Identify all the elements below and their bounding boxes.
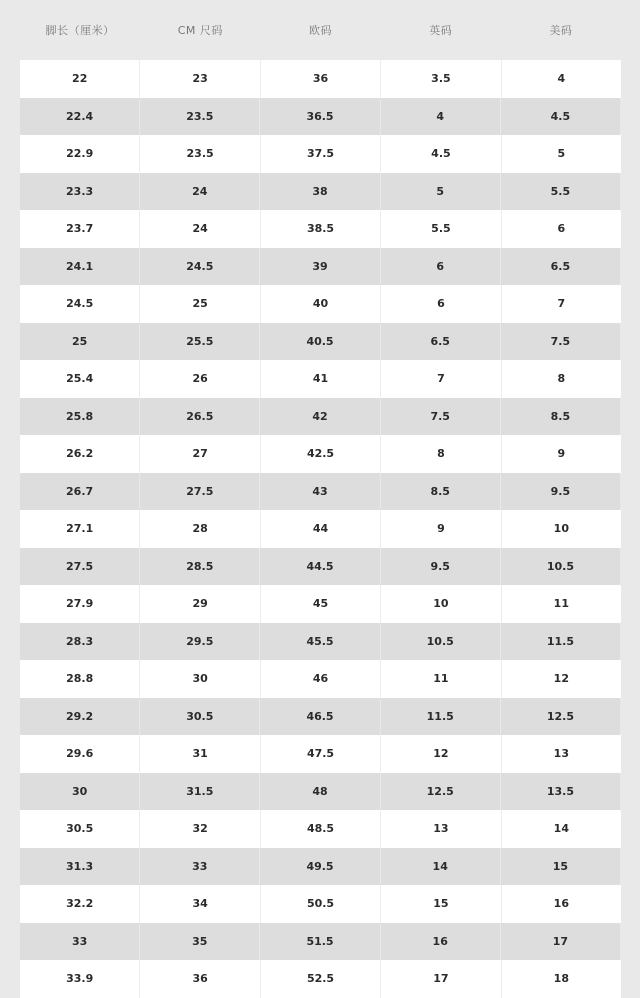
eu-size-cell: 44 — [261, 510, 381, 548]
cm-size-cell: 34 — [140, 885, 260, 923]
uk-size-cell: 9.5 — [381, 548, 501, 586]
table-row — [20, 623, 621, 661]
cm-size-cell: 27.5 — [140, 473, 260, 511]
uk-size-cell: 5.5 — [381, 210, 501, 248]
cm-size-cell: 33 — [140, 848, 260, 886]
eu-size-cell: 37.5 — [261, 135, 381, 173]
foot-length-cell: 30.5 — [20, 810, 140, 848]
foot-length-cell: 22.4 — [20, 98, 140, 136]
us-size-cell: 8.5 — [501, 398, 621, 436]
eu-size-cell: 48.5 — [261, 810, 381, 848]
cm-size-cell: 29 — [140, 585, 260, 623]
header-uk-size: 英码 — [429, 24, 453, 37]
table-row — [20, 285, 621, 323]
header-cm-size: CM 尺码 — [177, 24, 223, 37]
eu-size-cell: 43 — [260, 473, 380, 511]
table-row — [20, 773, 621, 811]
foot-length-cell: 30 — [20, 773, 140, 811]
cm-size-cell: 31 — [140, 735, 260, 773]
table-row — [20, 848, 621, 886]
uk-size-cell: 5 — [381, 173, 501, 211]
foot-length-cell: 23.7 — [20, 210, 140, 248]
us-size-cell: 12 — [553, 672, 569, 686]
us-size-cell: 4 — [557, 72, 566, 86]
foot-length-cell: 28.8 — [20, 660, 140, 698]
cm-size-cell: 25.5 — [140, 323, 260, 361]
table-row — [20, 60, 621, 98]
table-row — [20, 923, 621, 961]
cm-size-cell: 23.5 — [140, 98, 260, 136]
foot-length-cell: 29.6 — [20, 735, 140, 773]
uk-size-cell: 8.5 — [381, 473, 501, 511]
uk-size-cell: 10 — [381, 585, 501, 623]
us-size-cell: 5 — [557, 147, 566, 161]
us-size-cell: 6 — [557, 222, 566, 236]
uk-size-cell: 11.5 — [381, 698, 501, 736]
cm-size-cell: 26.5 — [140, 398, 260, 436]
us-size-cell: 18 — [553, 972, 569, 986]
table-row — [20, 435, 621, 473]
cm-size-cell: 29.5 — [140, 623, 260, 661]
table-row — [20, 473, 621, 511]
uk-size-cell: 12.5 — [381, 773, 501, 811]
us-size-cell: 14 — [553, 822, 569, 836]
cm-size-cell: 32 — [140, 810, 260, 848]
uk-size-cell: 7 — [381, 360, 501, 398]
header-eu-size: 欧码 — [309, 24, 332, 37]
foot-length-cell: 24.5 — [20, 285, 140, 323]
cm-size-cell: 27 — [140, 435, 260, 473]
uk-size-cell: 12 — [381, 735, 501, 773]
uk-size-cell: 7.5 — [381, 398, 501, 436]
us-size-cell: 10 — [553, 522, 569, 536]
us-size-cell: 11 — [553, 597, 569, 611]
cm-size-cell: 24.5 — [140, 248, 260, 286]
eu-size-cell: 42.5 — [261, 435, 381, 473]
us-size-cell: 6.5 — [501, 248, 621, 286]
foot-length-cell: 28.3 — [20, 623, 140, 661]
foot-length-cell: 32.2 — [20, 885, 140, 923]
cm-size-cell: 24 — [140, 210, 260, 248]
eu-size-cell: 39 — [260, 248, 380, 286]
cm-size-cell: 26 — [140, 360, 260, 398]
table-row — [20, 510, 621, 548]
cm-size-cell: 28 — [140, 510, 260, 548]
table-row — [20, 398, 621, 436]
table-row — [20, 660, 621, 698]
size-conversion-table — [20, 60, 621, 998]
table-row — [20, 960, 621, 998]
uk-size-cell: 17 — [381, 960, 501, 998]
foot-length-cell: 31.3 — [20, 848, 140, 886]
foot-length-cell: 33.9 — [20, 960, 140, 998]
table-row — [20, 173, 621, 211]
cm-size-cell: 35 — [140, 923, 260, 961]
header-us-size: 美码 — [549, 24, 573, 37]
eu-size-cell: 36 — [261, 60, 381, 98]
uk-size-cell: 11 — [381, 660, 501, 698]
foot-length-cell: 22.9 — [20, 135, 140, 173]
us-size-cell: 7.5 — [501, 323, 621, 361]
cm-size-cell: 25 — [140, 285, 260, 323]
table-row — [20, 548, 621, 586]
eu-size-cell: 49.5 — [260, 848, 380, 886]
table-row — [20, 585, 621, 623]
eu-size-cell: 40.5 — [260, 323, 380, 361]
us-size-cell: 16 — [553, 897, 569, 911]
eu-size-cell: 52.5 — [261, 960, 381, 998]
us-size-cell: 5.5 — [501, 173, 621, 211]
uk-size-cell: 4 — [381, 98, 501, 136]
eu-size-cell: 40 — [261, 285, 381, 323]
us-size-cell: 13.5 — [501, 773, 621, 811]
cm-size-cell: 36 — [140, 960, 260, 998]
uk-size-cell: 6 — [381, 285, 501, 323]
uk-size-cell: 14 — [381, 848, 501, 886]
us-size-cell: 15 — [501, 848, 621, 886]
eu-size-cell: 47.5 — [261, 735, 381, 773]
table-header — [20, 0, 621, 60]
eu-size-cell: 46 — [261, 660, 381, 698]
header-foot-length: 脚长（厘米） — [45, 24, 115, 37]
cm-size-cell: 28.5 — [140, 548, 260, 586]
us-size-cell: 17 — [501, 923, 621, 961]
us-size-cell: 10.5 — [501, 548, 621, 586]
uk-size-cell: 10.5 — [381, 623, 501, 661]
eu-size-cell: 44.5 — [260, 548, 380, 586]
foot-length-cell: 27.9 — [20, 585, 140, 623]
uk-size-cell: 9 — [381, 510, 501, 548]
table-row — [20, 210, 621, 248]
cm-size-cell: 23 — [140, 60, 260, 98]
us-size-cell: 13 — [553, 747, 569, 761]
foot-length-cell: 27.5 — [20, 548, 140, 586]
us-size-cell: 9 — [557, 447, 566, 461]
foot-length-cell: 27.1 — [20, 510, 140, 548]
cm-size-cell: 23.5 — [140, 135, 260, 173]
cm-size-cell: 24 — [140, 173, 260, 211]
foot-length-cell: 22 — [20, 60, 140, 98]
foot-length-cell: 25.8 — [20, 398, 140, 436]
table-row — [20, 360, 621, 398]
table-row — [20, 810, 621, 848]
eu-size-cell: 48 — [260, 773, 380, 811]
foot-length-cell: 25.4 — [20, 360, 140, 398]
table-row — [20, 323, 621, 361]
eu-size-cell: 51.5 — [260, 923, 380, 961]
uk-size-cell: 6 — [381, 248, 501, 286]
uk-size-cell: 8 — [381, 435, 501, 473]
foot-length-cell: 24.1 — [20, 248, 140, 286]
eu-size-cell: 50.5 — [261, 885, 381, 923]
foot-length-cell: 23.3 — [20, 173, 140, 211]
uk-size-cell: 6.5 — [381, 323, 501, 361]
uk-size-cell: 16 — [381, 923, 501, 961]
table-row — [20, 698, 621, 736]
cm-size-cell: 30.5 — [140, 698, 260, 736]
eu-size-cell: 38 — [260, 173, 380, 211]
cm-size-cell: 30 — [140, 660, 260, 698]
us-size-cell: 8 — [557, 372, 566, 386]
table-row — [20, 248, 621, 286]
us-size-cell: 9.5 — [501, 473, 621, 511]
us-size-cell: 11.5 — [501, 623, 621, 661]
eu-size-cell: 36.5 — [260, 98, 380, 136]
eu-size-cell: 41 — [261, 360, 381, 398]
foot-length-cell: 29.2 — [20, 698, 140, 736]
foot-length-cell: 25 — [20, 323, 140, 361]
us-size-cell: 12.5 — [501, 698, 621, 736]
foot-length-cell: 26.7 — [20, 473, 140, 511]
eu-size-cell: 45 — [261, 585, 381, 623]
foot-length-cell: 26.2 — [20, 435, 140, 473]
eu-size-cell: 45.5 — [260, 623, 380, 661]
uk-size-cell: 15 — [381, 885, 501, 923]
cm-size-cell: 31.5 — [140, 773, 260, 811]
eu-size-cell: 46.5 — [260, 698, 380, 736]
uk-size-cell: 3.5 — [381, 60, 501, 98]
eu-size-cell: 38.5 — [261, 210, 381, 248]
table-row — [20, 135, 621, 173]
uk-size-cell: 4.5 — [381, 135, 501, 173]
table-row — [20, 98, 621, 136]
table-row — [20, 885, 621, 923]
eu-size-cell: 42 — [260, 398, 380, 436]
us-size-cell: 7 — [557, 297, 566, 311]
foot-length-cell: 33 — [20, 923, 140, 961]
table-row — [20, 735, 621, 773]
uk-size-cell: 13 — [381, 810, 501, 848]
us-size-cell: 4.5 — [501, 98, 621, 136]
